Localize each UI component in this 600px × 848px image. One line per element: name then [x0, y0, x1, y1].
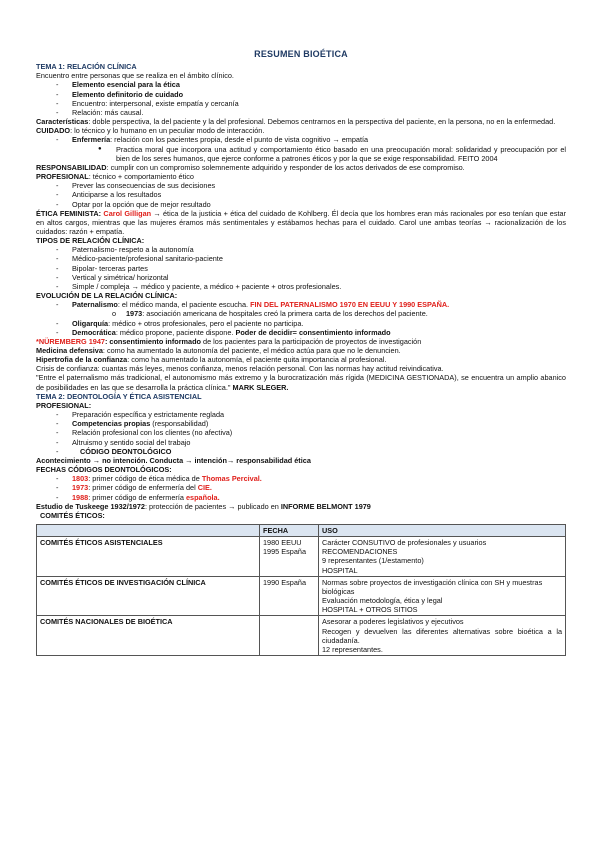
- table-row: [37, 537, 566, 577]
- list-item: - Vertical y simétrica/ horizontal: [56, 272, 169, 282]
- list-item: - Bipolar- terceras partes: [56, 263, 148, 273]
- comites-table: [36, 524, 566, 656]
- list-item: - 1803: primer código de ética médica de Thomas Percival.: [56, 474, 262, 484]
- list-item: - Elemento definitorio de cuidado: [56, 89, 184, 99]
- comites-heading: COMITÉS ÉTICOS:: [40, 510, 105, 520]
- quote-paragraph: "Entre el paternalismo más tradicional, el autonomismo más extremo y la burocratización más rígida (MEDICINA GESTIONADA), se encuentra un amplio abanico de posibilidades en las que se desarrolla la práctica clínica." MARK SLEGER.: [36, 373, 566, 392]
- nuremberg-paragraph: *NÜREMBERG 1947: consentimiento informado de los pacientes para la participación de proyectos de investigación: [36, 336, 422, 346]
- list-item: - Oligarquía: médico + otros profesionales, pero el paciente no participa.: [56, 318, 304, 328]
- list-item: - Relación: más causal.: [56, 107, 144, 117]
- table-row: [37, 616, 566, 656]
- medicina-defensiva-paragraph: Medicina defensiva: como ha aumentado la autonomía del paciente, el médico actúa para que no le denuncien.: [36, 346, 401, 355]
- list-item: - Médico-paciente/profesional sanitario-paciente: [56, 254, 223, 264]
- list-item: - Relación profesional con los clientes (no afectiva): [56, 428, 233, 438]
- tema1-heading: TEMA 1: RELACIÓN CLÍNICA: [36, 62, 137, 72]
- table-cell: 1990 España: [260, 576, 319, 616]
- list-item: - Preparación específica y estrictamente reglada: [56, 410, 225, 420]
- document-title: RESUMEN BIOÉTICA: [254, 49, 348, 59]
- cuidado-paragraph: CUIDADO: lo técnico y lo humano en un peculiar modo de interacción.: [36, 126, 265, 136]
- list-item: ● Practica moral que incorpora una actitud y comportamiento ético basado en una preocupación moral: solidaridad y preocupación por el bien de los seres humanos, que ejerce conforme a patrones éticos y por la que se exige responsabilidad. FEITO 2004: [98, 144, 566, 163]
- list-item: - Simple / compleja → médico y paciente, a médico + paciente + otros profesionales.: [56, 281, 342, 291]
- list-item: - Anticiparse a los resultados: [56, 190, 162, 200]
- table-cell: COMITÉS NACIONALES DE BIOÉTICA: [37, 616, 260, 656]
- table-cell: [260, 616, 319, 656]
- tema2-heading: TEMA 2: DEONTOLOGÍA Y ÉTICA ASISTENCIAL: [36, 391, 202, 401]
- list-item: - CÓDIGO DEONTOLÓGICO: [56, 446, 172, 456]
- crisis-paragraph: Crisis de confianza: cuantas más leyes, menos confianza, menos relación personal. Con las normas hay actitud reivindicativa.: [36, 364, 444, 374]
- list-item: - Encuentro: interpersonal, existe empatía y cercanía: [56, 98, 239, 108]
- profesional-paragraph: PROFESIONAL: técnico + comportamiento ético: [36, 172, 194, 182]
- list-item: - Elemento esencial para la ética: [56, 80, 180, 90]
- table-header-cell: USO: [319, 524, 566, 536]
- list-item: - Paternalismo: el médico manda, el paciente escucha. FIN DEL PATERNALISMO 1970 EN EEUU Y 1990 ESPAÑA.: [56, 300, 450, 310]
- caracteristicas-paragraph: Características: doble perspectiva, la del paciente y la del profesional. Debemos centrarnos en la perspectiva del paciente, en la persona, no en la enfermedad.: [36, 117, 556, 127]
- acontecimiento-paragraph: Acontecimiento → no intención. Conducta → intención→ responsabilidad ética: [36, 455, 311, 465]
- tuskegee-paragraph: Estudio de Tuskeege 1932/1972: protección de pacientes → publicado en INFORME BELMONT 1979: [36, 501, 371, 511]
- table-header-cell: FECHA: [260, 524, 319, 536]
- list-item: - Enfermería: relación con los pacientes propia, desde el punto de vista cognitivo → empatía: [56, 135, 369, 145]
- table-cell: Carácter CONSUTIVO de profesionales y usuarios RECOMENDACIONES 9 representantes (1/estamento) HOSPITAL: [319, 537, 566, 577]
- table-cell: Normas sobre proyectos de investigación clínica con SH y muestras biológicas Evaluación metodología, ética y legal HOSPITAL + OTROS SITIOS: [319, 576, 566, 616]
- responsabilidad-paragraph: RESPONSABILIDAD: cumplir con un compromiso solemnemente adquirido y responder de los actos derivados de ese compromiso.: [36, 162, 465, 172]
- list-item: - Prever las consecuencias de sus decisiones: [56, 181, 216, 191]
- list-item: - 1973: primer código de enfermería del CIE.: [56, 483, 212, 493]
- list-item: o 1973: asociación americana de hospitales creó la primera carta de los derechos del paciente.: [112, 309, 428, 319]
- list-item: - 1988: primer código de enfermería española.: [56, 492, 220, 502]
- document-page: [36, 50, 566, 656]
- list-item: - Optar por la opción que de mejor resultado: [56, 199, 211, 209]
- list-item: - Competencias propias (responsabilidad): [56, 419, 209, 429]
- list-item: - Democrática: médico propone, paciente dispone. Poder de decidir= consentimiento informado: [56, 327, 391, 337]
- table-header-row: [37, 524, 566, 536]
- tipos-heading: TIPOS DE RELACIÓN CLÍNICA:: [36, 236, 145, 246]
- fechas-heading: FECHAS CÓDIGOS DEONTOLÓGICOS:: [36, 465, 172, 475]
- hipertrofia-paragraph: Hipertrofia de la confianza: como ha aumentado la autonomía, el paciente quita importancia al profesional.: [36, 355, 387, 365]
- evolucion-heading: EVOLUCIÓN DE LA RELACIÓN CLÍNICA:: [36, 291, 178, 301]
- list-item: - Altruismo y sentido social del trabajo: [56, 437, 191, 447]
- tema2-profesional-heading: PROFESIONAL:: [36, 400, 92, 410]
- table-cell: COMITÉS ÉTICOS DE INVESTIGACIÓN CLÍNICA: [37, 576, 260, 616]
- tema1-intro: Encuentro entre personas que se realiza en el ámbito clínico.: [36, 71, 234, 81]
- table-cell: Asesorar a poderes legislativos y ejecutivos Recogen y devuelven las diferentes alternativas sobre bioética a la ciudadanía. 12 representantes.: [319, 616, 566, 656]
- table-cell: COMITÉS ÉTICOS ASISTENCIALES: [37, 537, 260, 577]
- table-cell: 1980 EEUU 1995 España: [260, 537, 319, 577]
- list-item: - Paternalismo- respeto a la autonomía: [56, 245, 194, 255]
- table-header-cell: [37, 524, 260, 536]
- table-row: [37, 576, 566, 616]
- etica-feminista-paragraph: ÉTICA FEMINISTA: Carol Gilligan → ética de la justicia + ética del cuidado de Kohlberg. Él decía que los hombres eran más racionales por eso tenían que estar en altos cargos, mientras que las mujeres éramos más sentimentales y estábamos hechas para el cuidado. Carol une ambas teorías → racionalización de los cuidados: razón + empatía.: [36, 208, 567, 236]
